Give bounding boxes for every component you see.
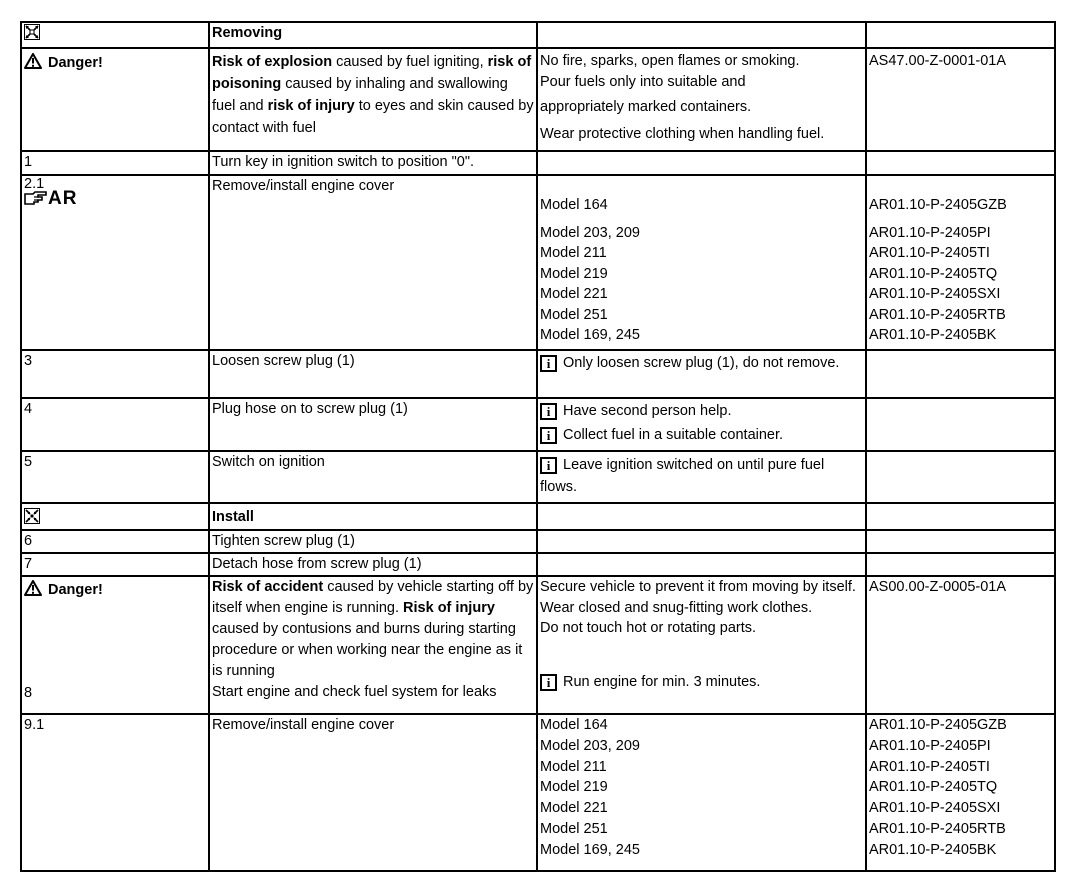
danger-note: No fire, sparks, open flames or smoking. xyxy=(540,53,800,69)
section-icon-cell xyxy=(21,503,209,530)
model-item: Model 169, 245 xyxy=(540,841,640,858)
model-item: Model 164 xyxy=(540,717,608,733)
model-item: Model 219 xyxy=(540,265,608,282)
step-row xyxy=(21,151,1055,175)
reference-link[interactable]: AR01.10-P-2405GZB xyxy=(869,717,1007,733)
reference-list xyxy=(866,714,1055,871)
danger-row xyxy=(21,48,1055,151)
ar-reference-mark xyxy=(24,190,206,209)
step-note: Collect fuel in a suitable container. xyxy=(563,427,784,443)
step-row xyxy=(21,451,1055,503)
reference-link[interactable]: AR01.10-P-2405RTB xyxy=(869,306,1006,323)
reference-link[interactable]: AS47.00-Z-0001-01A xyxy=(866,48,1055,151)
step-text: Start engine and check fuel system for leaks xyxy=(212,684,497,700)
reference-link[interactable]: AS00.00-Z-0005-01A xyxy=(866,576,1055,714)
info-icon: i xyxy=(540,427,557,444)
step-text: Switch on ignition xyxy=(209,451,537,503)
model-item: Model 251 xyxy=(540,820,608,837)
step-number: 8 xyxy=(24,684,33,701)
danger-row xyxy=(21,576,1055,714)
step-row xyxy=(21,714,1055,871)
section-title: Install xyxy=(209,503,537,530)
step-number: 9.1 xyxy=(21,714,209,871)
danger-risk-text: caused by fuel igniting, xyxy=(332,54,488,70)
danger-note: Wear protective clothing when handling fuel. xyxy=(540,126,825,142)
danger-risk-term: risk of injury xyxy=(267,98,355,114)
model-item: Model 203, 209 xyxy=(540,737,640,754)
warning-triangle-icon xyxy=(24,53,42,69)
reference-link[interactable]: AR01.10-P-2405RTB xyxy=(869,820,1006,837)
danger-label: Danger! xyxy=(48,55,103,71)
section-title: Removing xyxy=(209,22,537,48)
warning-triangle-icon xyxy=(24,580,42,596)
model-item: Model 251 xyxy=(540,306,608,323)
info-icon: i xyxy=(540,355,557,372)
step-text: Tighten screw plug (1) xyxy=(209,530,537,553)
danger-risk-text: caused by contusions and burns during starting procedure or when working near the engine as it is running xyxy=(212,621,523,679)
danger-notes xyxy=(537,48,866,151)
reference-link[interactable]: AR01.10-P-2405BK xyxy=(869,327,997,343)
danger-text xyxy=(209,48,537,151)
reference-link[interactable]: AR01.10-P-2405TI xyxy=(869,245,990,261)
step-row xyxy=(21,175,1055,350)
procedure-table xyxy=(20,21,1056,872)
section-row-install xyxy=(21,503,1055,530)
danger-risk-term: Risk of accident xyxy=(212,579,324,595)
step-row xyxy=(21,553,1055,576)
model-list xyxy=(537,175,866,350)
step-number: 1 xyxy=(21,151,209,175)
step-text: Loosen screw plug (1) xyxy=(209,350,537,398)
pointing-hand-icon xyxy=(24,190,48,206)
model-item: Model 219 xyxy=(540,779,608,796)
step-text: Detach hose from screw plug (1) xyxy=(209,553,537,576)
step-number: 2.1 xyxy=(24,176,45,192)
danger-risk-text: caused by vehicle starting off by itself when engine is running. xyxy=(212,579,534,616)
step-number: 6 xyxy=(21,530,209,553)
info-icon: i xyxy=(540,674,557,691)
section-row-removing xyxy=(21,22,1055,48)
assemble-icon xyxy=(24,508,40,524)
model-item: Model 169, 245 xyxy=(540,327,640,343)
step-row xyxy=(21,398,1055,451)
danger-note: Secure vehicle to prevent it from moving by itself. xyxy=(540,579,856,595)
model-item: Model 221 xyxy=(540,800,608,817)
info-icon: i xyxy=(540,457,557,474)
reference-link[interactable]: AR01.10-P-2405SXI xyxy=(869,800,1001,817)
reference-link[interactable]: AR01.10-P-2405PI xyxy=(869,224,991,241)
danger-risk-term: Risk of injury xyxy=(403,600,495,616)
danger-note: appropriately marked containers. xyxy=(540,99,752,115)
reference-link[interactable]: AR01.10-P-2405GZB xyxy=(869,197,1007,213)
danger-risk-term: Risk of explosion xyxy=(212,54,333,70)
model-item: Model 211 xyxy=(540,245,607,261)
step-text: Plug hose on to screw plug (1) xyxy=(209,398,537,451)
dismantle-icon xyxy=(24,24,40,40)
step-number: 4 xyxy=(21,398,209,451)
model-item: Model 203, 209 xyxy=(540,224,640,241)
step-note: Have second person help. xyxy=(563,403,732,419)
model-item: Model 211 xyxy=(540,758,607,775)
section-icon-cell xyxy=(21,22,209,48)
reference-link[interactable]: AR01.10-P-2405SXI xyxy=(869,286,1001,302)
info-icon: i xyxy=(540,403,557,420)
danger-risk-term: risk of poisoning xyxy=(212,54,532,92)
step-note: Only loosen screw plug (1), do not remove. xyxy=(563,355,840,371)
danger-label: Danger! xyxy=(48,582,103,598)
step-text: Remove/install engine cover xyxy=(209,714,537,871)
step-note: Leave ignition switched on until pure fuel flows. xyxy=(540,457,825,495)
step-number: 7 xyxy=(21,553,209,576)
step-row xyxy=(21,350,1055,398)
danger-note: Do not touch hot or rotating parts. xyxy=(540,620,757,636)
reference-link[interactable]: AR01.10-P-2405TQ xyxy=(869,265,998,282)
reference-link[interactable]: AR01.10-P-2405TI xyxy=(869,758,990,775)
danger-note: Wear closed and snug-fitting work clothes. xyxy=(540,599,813,616)
danger-risk-text: to eyes and skin caused by contact with fuel xyxy=(212,98,534,136)
model-item: Model 221 xyxy=(540,286,608,302)
step-note: Run engine for min. 3 minutes. xyxy=(563,673,761,690)
danger-risk-text: caused by inhaling and swallowing fuel and xyxy=(212,76,508,114)
step-number: 3 xyxy=(21,350,209,398)
model-item: Model 164 xyxy=(540,197,608,213)
reference-link[interactable]: AR01.10-P-2405BK xyxy=(869,841,997,858)
danger-note: Pour fuels only into suitable and xyxy=(540,74,746,90)
danger-text xyxy=(212,577,534,682)
step-row xyxy=(21,530,1055,553)
step-text: Remove/install engine cover xyxy=(209,175,537,350)
reference-link[interactable]: AR01.10-P-2405PI xyxy=(869,737,991,754)
step-text: Turn key in ignition switch to position "0". xyxy=(209,151,537,175)
reference-link[interactable]: AR01.10-P-2405TQ xyxy=(869,779,998,796)
step-number: 5 xyxy=(21,451,209,503)
reference-list xyxy=(866,175,1055,350)
model-list xyxy=(537,714,866,871)
ar-label: AR xyxy=(48,188,78,209)
